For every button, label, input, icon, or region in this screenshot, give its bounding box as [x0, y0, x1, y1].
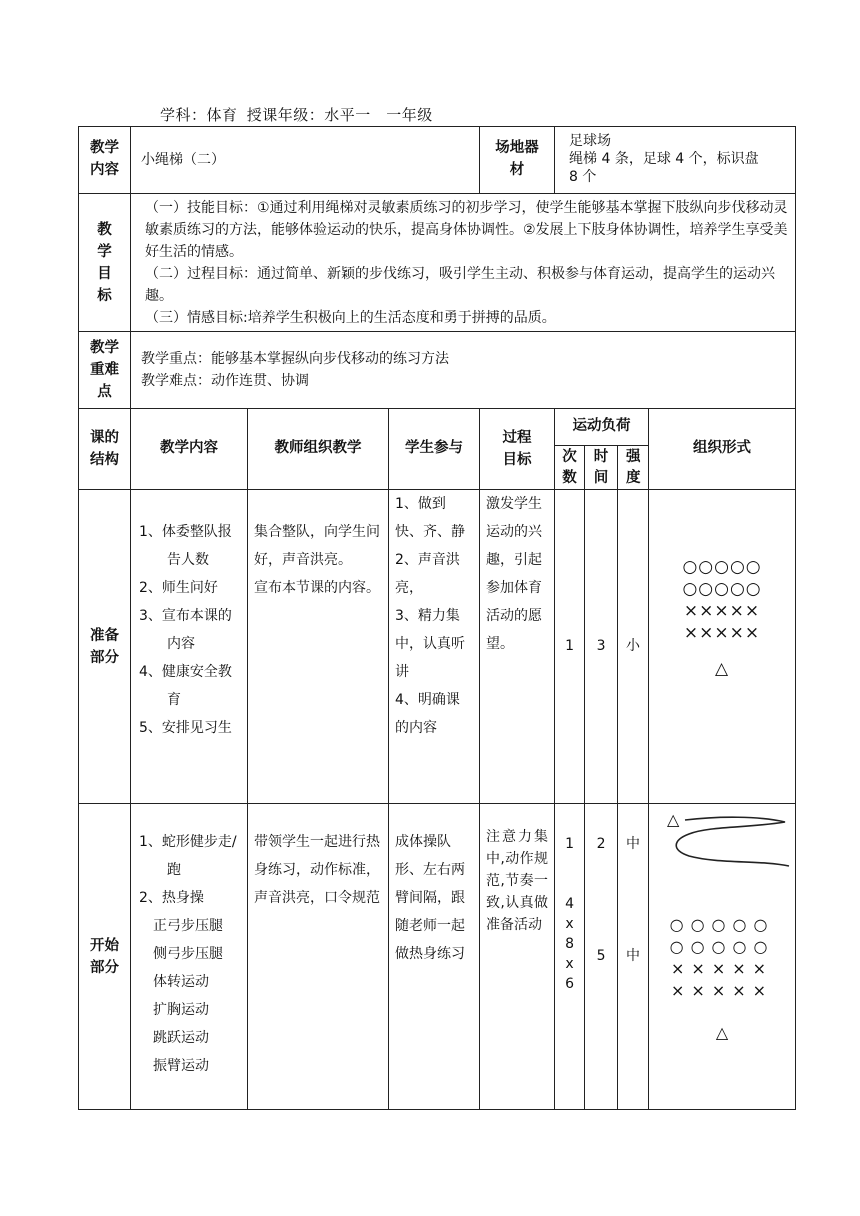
intensity-value: 中	[626, 948, 641, 964]
start-time	[585, 804, 618, 1110]
prep-goal: 激发学生运动的兴趣，引起参加体育活动的愿望。	[480, 490, 555, 804]
venue-label: 场地器材	[480, 127, 555, 194]
formation-row: ×××××	[683, 623, 761, 643]
emotion-goal: （三）情感目标:培养学生积极向上的生活态度和勇于拼搏的品质。	[145, 309, 556, 326]
teacher-triangle-icon: △	[715, 1023, 729, 1042]
load-header: 运动负荷	[555, 409, 649, 446]
prep-section-row	[79, 490, 796, 804]
teacher-text: 集合整队，向学生问好，声音洪亮。	[254, 524, 380, 568]
formation-row: ×××××	[671, 959, 774, 978]
lesson-plan-table	[78, 126, 796, 1110]
start-section-name: 开始部分	[79, 804, 131, 1110]
grade-label: 授课年级：水平一 一年级	[246, 106, 433, 124]
start-teacher: 带领学生一起进行热身练习，动作标准，声音洪亮，口令规范	[248, 804, 389, 1110]
teacher-triangle-icon: △	[714, 659, 730, 679]
times-value: 6	[565, 976, 574, 992]
key-points-label: 教学重难点	[79, 332, 131, 409]
intensity-value: 中	[626, 836, 641, 852]
list-item: 扩胸运动	[153, 1002, 209, 1018]
structure-header-row	[79, 409, 796, 446]
content-label: 教学内容	[79, 127, 131, 194]
teacher-org-header: 教师组织教学	[248, 409, 389, 490]
list-item: 正弓步压腿	[153, 918, 223, 934]
prep-formation	[649, 490, 796, 804]
intensity-header: 强度	[618, 446, 649, 490]
list-item: 3、宣布本课的内容	[139, 608, 232, 652]
list-item: 5、安排见习生	[139, 720, 232, 736]
org-form-header: 组织形式	[649, 409, 796, 490]
student-part-header: 学生参与	[389, 409, 480, 490]
times-header: 次数	[555, 446, 585, 490]
start-contents	[131, 804, 248, 1110]
start-student: 成体操队形、左右两臂间隔，跟随老师一起做热身练习	[389, 804, 480, 1110]
start-section-row	[79, 804, 796, 1110]
venue-line: 绳梯 4 条，足球 4 个，标识盘	[569, 151, 759, 167]
venue-line: 8 个	[569, 169, 597, 185]
process-goal-header: 过程目标	[480, 409, 555, 490]
prep-section-name: 准备部分	[79, 490, 131, 804]
goals-label: 教学目标	[79, 194, 131, 332]
venue-line: 足球场	[569, 133, 612, 149]
prep-times: 1	[555, 490, 585, 804]
list-item: 跳跃运动	[153, 1030, 209, 1046]
teacher-text: 宣布本节课的内容。	[254, 580, 380, 596]
start-times	[555, 804, 585, 1110]
list-item: 2、师生问好	[139, 580, 218, 596]
list-item: 体转运动	[153, 974, 209, 990]
lesson-header	[160, 104, 437, 125]
formation-row: ○○○○○	[669, 915, 775, 934]
time-value: 2	[596, 836, 606, 852]
student-text: 3、精力集中，认真听讲	[395, 608, 465, 680]
snake-start-triangle-icon: △	[667, 810, 680, 829]
start-formation-grid	[649, 914, 795, 1044]
formation-row: ○○○○○	[682, 579, 762, 599]
goals-row	[79, 194, 796, 332]
prep-teacher	[248, 490, 389, 804]
list-item: 振臂运动	[153, 1058, 209, 1074]
time-header: 时间	[585, 446, 618, 490]
times-value: 8	[565, 936, 574, 952]
prep-contents	[131, 490, 248, 804]
skill-goal: （一）技能目标：①通过利用绳梯对灵敏素质练习的初步学习，使学生能够基本掌握下肢纵向步伐移动灵敏素质练习的方法，能够体验运动的快乐，提高身体协调性。②发展上下肢身体协调性，培养学生享受美好生活的情感。	[145, 199, 788, 260]
snake-path-diagram	[649, 808, 795, 888]
formation-row: ×××××	[683, 601, 761, 621]
start-formation	[649, 804, 796, 1110]
start-intensity	[618, 804, 649, 1110]
formation-row: ○○○○○	[669, 937, 775, 956]
key-points-row	[79, 332, 796, 409]
start-goal: 注意力集中,动作规范,节奏一致,认真做准备活动	[480, 804, 555, 1110]
time-value: 5	[596, 948, 606, 964]
venue-equipment	[555, 127, 796, 194]
prep-student	[389, 490, 480, 804]
list-item: 2、热身操	[139, 890, 204, 906]
teaching-content-header: 教学内容	[131, 409, 248, 490]
list-item: 4、健康安全教育	[139, 664, 232, 708]
difficulty-point: 教学难点：动作连贯、协调	[141, 373, 309, 389]
lesson-title: 小绳梯（二）	[131, 127, 480, 194]
key-points-text	[131, 332, 796, 409]
student-text: 2、声音洪亮，	[395, 552, 460, 596]
times-value: x	[565, 956, 574, 972]
formation-row: ×××××	[671, 981, 774, 1000]
snake-path-icon	[649, 814, 795, 884]
prep-intensity: 小	[618, 490, 649, 804]
prep-time: 3	[585, 490, 618, 804]
formation-row: ○○○○○	[682, 557, 762, 577]
list-item: 1、体委整队报告人数	[139, 524, 232, 568]
content-row	[79, 127, 796, 194]
student-text: 1、做到快、齐、静	[395, 496, 465, 540]
goals-text	[131, 194, 796, 332]
structure-label: 课的结构	[79, 409, 131, 490]
subject-label: 学科：体育	[160, 106, 238, 124]
times-value: x	[565, 916, 574, 932]
times-value: 4	[565, 896, 574, 912]
process-goal: （二）过程目标：通过简单、新颖的步伐练习，吸引学生主动、积极参与体育运动，提高学生的运动兴趣。	[145, 265, 775, 304]
student-text: 4、明确课的内容	[395, 692, 460, 736]
list-item: 侧弓步压腿	[153, 946, 223, 962]
list-item: 1、蛇形健步走/跑	[139, 834, 237, 878]
times-value: 1	[565, 836, 574, 852]
key-point: 教学重点：能够基本掌握纵向步伐移动的练习方法	[141, 351, 449, 367]
